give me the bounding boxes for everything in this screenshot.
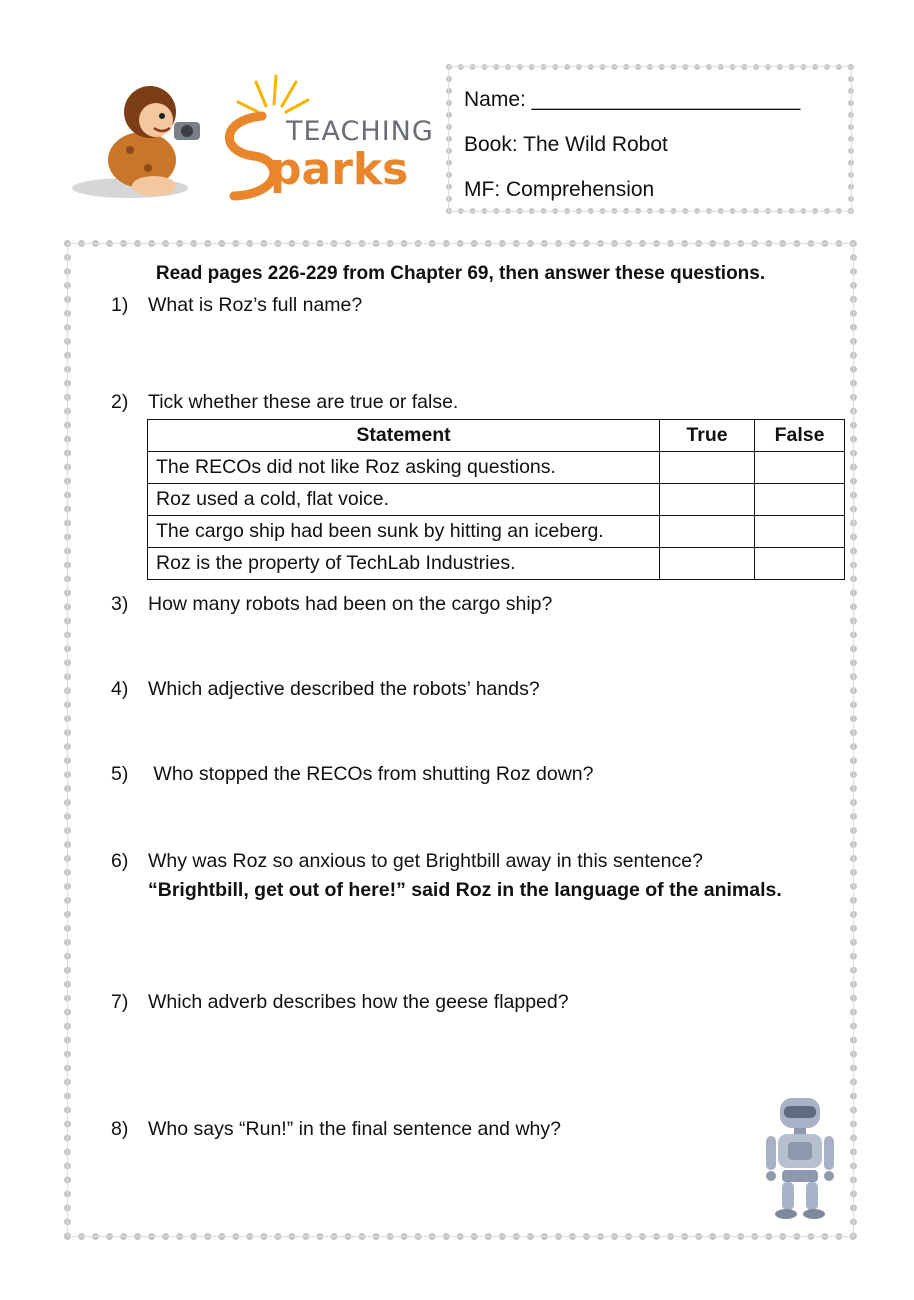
question-3 (111, 593, 552, 616)
statement-cell: The RECOs did not like Roz asking questions. (148, 452, 660, 484)
table-header-row (148, 420, 845, 452)
statement-cell: The cargo ship had been sunk by hitting an iceberg. (148, 516, 660, 548)
question-text: Which adverb describes how the geese flapped? (148, 991, 569, 1013)
question-text: Who says “Run!” in the final sentence and why? (148, 1118, 561, 1140)
question-number: 6) (111, 850, 129, 872)
statement-cell: Roz used a cold, flat voice. (148, 484, 660, 516)
quoted-sentence: “Brightbill, get out of here!” said Roz in the language of the animals. (148, 879, 782, 901)
question-5 (111, 763, 593, 786)
question-number: 8) (111, 1118, 129, 1140)
question-number: 7) (111, 991, 129, 1013)
true-false-table (147, 419, 845, 580)
statement-header: Statement (148, 420, 660, 452)
svg-text:TEACHING: TEACHING (286, 116, 434, 147)
question-text: Which adjective described the robots’ hands? (148, 678, 540, 700)
book-title-line: Book: The Wild Robot (464, 133, 668, 156)
true-tick-cell[interactable] (660, 484, 755, 516)
question-text: Who stopped the RECOs from shutting Roz down? (148, 763, 594, 785)
false-tick-cell[interactable] (755, 452, 845, 484)
question-number: 3) (111, 593, 129, 615)
question-number: 1) (111, 294, 129, 316)
question-8 (111, 1118, 561, 1141)
question-number: 2) (111, 391, 129, 413)
false-tick-cell[interactable] (755, 484, 845, 516)
question-text: Tick whether these are true or false. (148, 391, 459, 413)
table-row (148, 548, 845, 580)
question-1 (111, 294, 362, 317)
true-tick-cell[interactable] (660, 548, 755, 580)
false-header: False (755, 420, 845, 452)
false-tick-cell[interactable] (755, 516, 845, 548)
question-7 (111, 991, 569, 1014)
name-field-line[interactable]: Name: _______________________ (464, 88, 801, 111)
true-header: True (660, 420, 755, 452)
question-text: Why was Roz so anxious to get Brightbill away in this sentence? (148, 850, 703, 872)
teaching-sparks-logo (70, 68, 435, 213)
question-4 (111, 678, 540, 701)
mf-line: MF: Comprehension (464, 178, 655, 201)
question-number: 4) (111, 678, 129, 700)
table-row (148, 484, 845, 516)
caveman-with-camera-icon (108, 86, 200, 196)
question-2 (111, 391, 458, 414)
question-text: What is Roz’s full name? (148, 294, 363, 316)
false-tick-cell[interactable] (755, 548, 845, 580)
question-number: 5) (111, 763, 129, 785)
questions-panel (64, 240, 857, 1240)
statement-cell: Roz is the property of TechLab Industries. (148, 548, 660, 580)
true-tick-cell[interactable] (660, 516, 755, 548)
robot-icon (760, 1096, 840, 1221)
svg-text:parks: parks (270, 144, 409, 195)
table-row (148, 452, 845, 484)
question-text: How many robots had been on the cargo ship? (148, 593, 553, 615)
logo-graphic (70, 68, 435, 213)
student-info-box (446, 64, 854, 214)
true-tick-cell[interactable] (660, 452, 755, 484)
reading-instruction: Read pages 226-229 from Chapter 69, then answer these questions. (155, 263, 766, 284)
question-6 (111, 850, 782, 902)
table-row (148, 516, 845, 548)
